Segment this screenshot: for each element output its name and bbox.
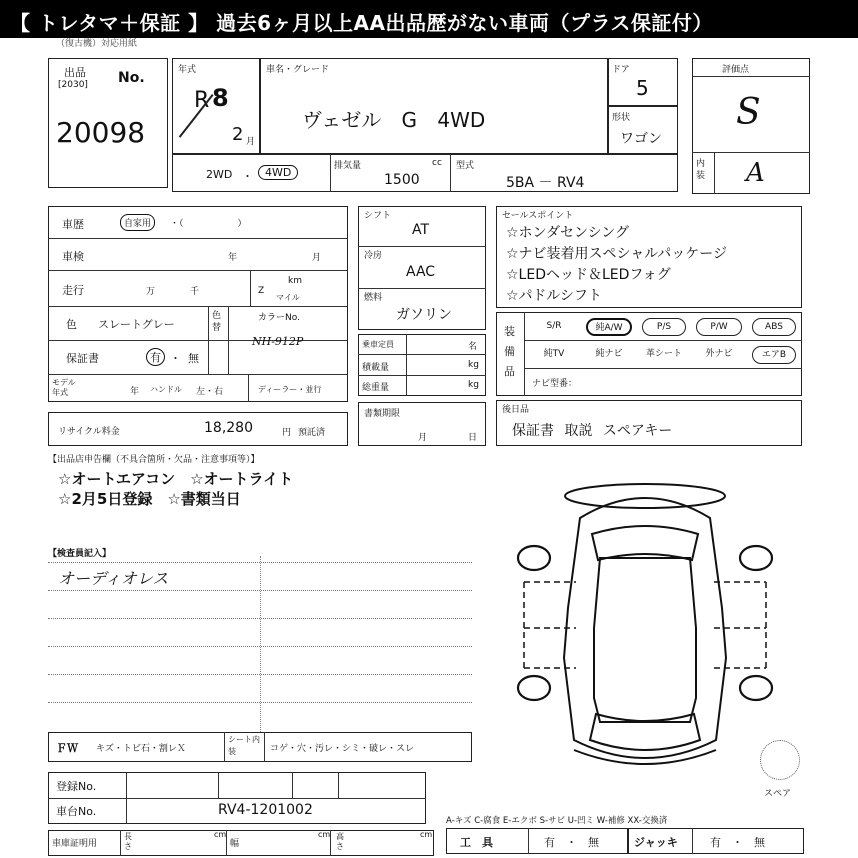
equip-airbag: エアB [752, 346, 796, 364]
equip-navi: 純ナビ [595, 349, 623, 359]
ac-value: AAC [406, 264, 436, 280]
spare-label: スペア [764, 789, 792, 799]
fw-items: キズ・トビ石・割レＸ [96, 744, 186, 754]
car-rear-window [590, 714, 700, 750]
grade-interior: A [746, 158, 765, 188]
garage-height: 高さ [336, 832, 344, 851]
displacement-label: 排気量 [334, 161, 362, 171]
sales-point: ☆ホンダセンシング [506, 225, 630, 241]
recycle-unit: 円 [282, 428, 292, 438]
car-windshield [592, 526, 698, 560]
lot-stamp: [2030] [58, 80, 88, 90]
history-box [48, 206, 348, 402]
load-label: 積載量 [362, 363, 390, 373]
gross-label: 総重量 [362, 383, 390, 393]
mileage-z: Z [258, 286, 265, 296]
equipment-label: 装備品 [504, 325, 515, 378]
deadline-month: 月 [418, 433, 428, 443]
equip-power-windows: P/W [696, 318, 742, 336]
grade-score: S [736, 92, 761, 133]
car-body-outline [564, 498, 726, 758]
lot-no-label: No. [118, 70, 145, 86]
equip-abs: ABS [752, 318, 796, 336]
mileage-man: 万 [146, 287, 156, 297]
lot-prefix: 出品 [64, 66, 86, 79]
shift-label: シフト [364, 211, 392, 221]
year-label: 年式 [178, 65, 197, 75]
sales-point: ☆LEDヘッド＆LEDフォグ [506, 267, 671, 283]
displacement-unit: cc [432, 158, 442, 168]
car-front-bumper [565, 484, 725, 508]
damage-legend: A-キズ C-腐食 E-エクボ S-サビ U-凹ミ W-補修 XX-交換済 [446, 816, 668, 826]
mileage-km: km [288, 276, 302, 286]
garage-box [48, 830, 434, 856]
sales-point: ☆ナビ装着用スペシャルパッケージ [506, 246, 728, 262]
handle-value: 左・右 [196, 387, 224, 397]
inspection-year: 年 [228, 253, 238, 263]
year-month-unit: 月 [246, 137, 256, 147]
grade-label: 評価点 [722, 65, 750, 75]
history-rest: ・（ ） [170, 219, 247, 229]
doors-label: ドア [612, 65, 630, 75]
recycle-note: 預託済 [298, 428, 326, 438]
capacity-unit: 名 [468, 342, 478, 352]
warranty-sep: ・ [170, 352, 181, 365]
doors-value: 5 [636, 76, 649, 100]
year-month: 2 [232, 124, 244, 145]
capacity-label: 乗車定員 [362, 340, 394, 349]
inspection-month: 月 [312, 253, 322, 263]
handle-label: ハンドル [150, 385, 182, 394]
mileage-label: 走行 [62, 284, 84, 297]
wheel-front-left-icon [518, 546, 550, 570]
drive-4wd: 4WD [258, 165, 298, 180]
drive-2wd: 2WD [206, 168, 233, 181]
gross-unit: kg [468, 380, 479, 390]
model-year-unit: 年 [130, 387, 140, 397]
car-label: 車名・グレード [266, 65, 330, 75]
accessories-label: 後日品 [502, 405, 530, 415]
fw-label: ＦＷ [56, 742, 78, 755]
equip-leather: 革シート [645, 349, 682, 359]
sales-label: セールスポイント [502, 211, 574, 221]
tools-value: 有 ・ 無 [544, 836, 599, 849]
inspection-label: 車検 [62, 250, 84, 263]
accessories-value: 保証書 取説 スペアキー [512, 423, 673, 439]
jack-value: 有 ・ 無 [710, 836, 765, 849]
shift-value: AT [412, 222, 430, 238]
shape-label: 形状 [612, 113, 631, 123]
fw-seat-items: コゲ・穴・汚レ・シミ・破レ・スレ [270, 744, 415, 754]
garage-width: 幅 [230, 839, 240, 849]
equip-ext-navi: 外ナビ [705, 349, 733, 359]
garage-cm-1: cm [214, 830, 227, 839]
garage-cm-2: cm [318, 830, 331, 839]
mileage-sen: 千 [190, 287, 200, 297]
warranty-label: 保証書 [66, 352, 99, 365]
deadline-label: 書類期限 [364, 409, 401, 419]
car-roof-outline [594, 558, 696, 722]
color-change: 色替 [212, 311, 222, 333]
equip-tv: 純TV [543, 349, 565, 359]
warranty-yes: 有 [146, 348, 165, 366]
drive-sep: ・ [242, 170, 253, 183]
wheel-rear-right-icon [740, 676, 772, 700]
equip-power-steering: P/S [642, 318, 686, 336]
color-value: スレートグレー [98, 318, 175, 331]
garage-label: 車庫証明用 [52, 839, 98, 849]
color-code: NH-912P [252, 335, 304, 348]
color-label: 色 [66, 318, 77, 331]
seller-notes-label: 【出品店申告欄（不具合箇所・欠品・注意事項等）】 [48, 455, 260, 465]
fuel-value: ガソリン [396, 307, 452, 323]
banner [0, 0, 858, 38]
registration-label: 登録No. [56, 780, 97, 793]
history-value: 自家用 [120, 214, 155, 231]
mileage-mile: マイル [276, 293, 300, 302]
dealer-value: ディーラー・並行 [258, 385, 322, 394]
fuel-label: 燃料 [364, 293, 383, 303]
model-year-label: モデル年式 [52, 378, 76, 397]
seller-note-line: ☆2月5日登録 ☆書類当日 [58, 490, 241, 508]
top-note: （復古機）対応用紙 [56, 39, 138, 49]
tools-label: 工 具 [460, 836, 493, 849]
warranty-no: 無 [188, 352, 199, 365]
equip-sr: S/R [546, 321, 562, 331]
equip-alloy-wheels: 純A/W [586, 318, 632, 336]
inspector-note: オーディオレス [58, 569, 169, 588]
garage-length: 長さ [124, 832, 132, 851]
year-value: 8 [212, 84, 229, 112]
load-unit: kg [468, 360, 479, 370]
wheel-front-right-icon [740, 546, 772, 570]
displacement-value: 1500 [384, 172, 420, 188]
garage-cm-3: cm [420, 830, 433, 839]
chassis-label: 車台No. [56, 805, 97, 818]
model-label: 型式 [456, 161, 475, 171]
shape-value: ワゴン [620, 131, 662, 147]
recycle-amount: 18,280 [204, 420, 253, 436]
seller-note-line: ☆オートエアコン ☆オートライト [58, 470, 294, 488]
model-value: 5BA － RV4 [506, 175, 585, 191]
grade-interior-label: 内装 [696, 159, 706, 181]
deadline-day: 日 [468, 433, 478, 443]
sales-point: ☆パドルシフト [506, 288, 602, 304]
history-label: 車歴 [62, 218, 84, 231]
jack-label: ジャッキ [634, 836, 678, 849]
wheel-rear-left-icon [518, 676, 550, 700]
recycle-label: リサイクル料金 [58, 427, 120, 437]
car-name: ヴェゼル G 4WD [302, 108, 486, 132]
car-diagram [510, 478, 780, 784]
fw-seat-label: シート内装 [228, 735, 260, 756]
equip-navi-model: ナビ型番： [532, 379, 578, 389]
banner-text: 【 トレタマ＋保証 】 過去6ヶ月以上AA出品歴がない車両（プラス保証付） [10, 11, 713, 35]
inspector-label: 【検査員記入】 [48, 549, 112, 559]
color-code-label: カラーNo. [258, 313, 300, 323]
year-era: R [194, 88, 210, 113]
chassis-value: RV4-1201002 [218, 802, 313, 818]
ac-label: 冷房 [364, 251, 383, 261]
lot-number: 20098 [56, 116, 146, 149]
